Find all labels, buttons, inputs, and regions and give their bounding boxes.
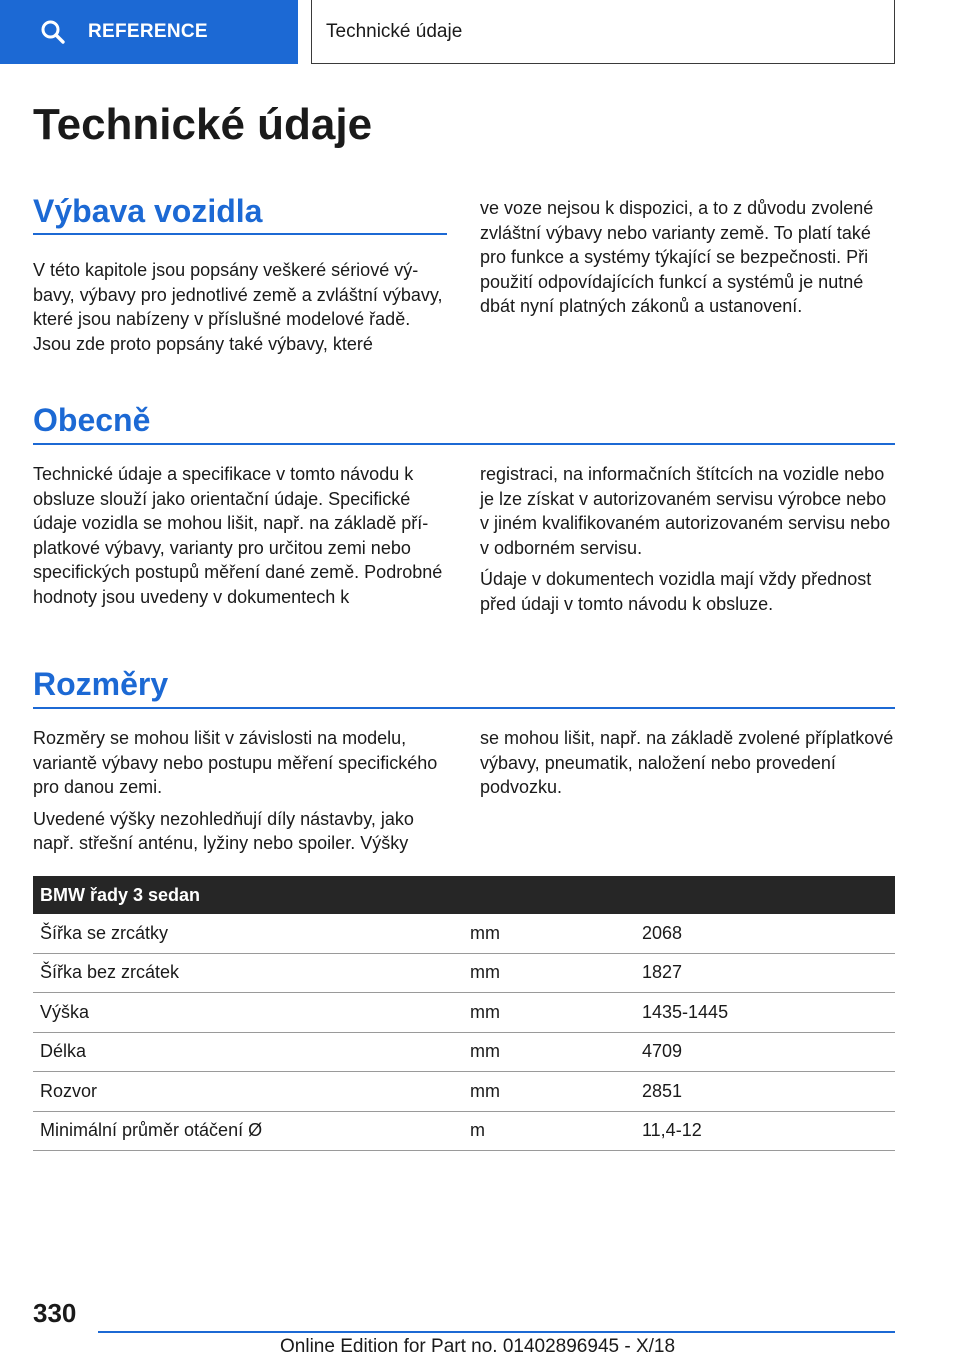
table-row bbox=[33, 993, 895, 1033]
edition-text: Online Edition for Part no. 01402896945 - X/18 bbox=[280, 1336, 676, 1357]
page-number: 330 bbox=[33, 1298, 77, 1328]
table-row bbox=[33, 954, 895, 994]
obecne-right-column bbox=[480, 462, 895, 623]
section-rule-vybava bbox=[33, 233, 447, 235]
reference-tab[interactable] bbox=[0, 0, 298, 64]
table-row bbox=[33, 1033, 895, 1073]
paragraph: se mohou lišit, např. na základě zvolené příplatkové výbavy, pneumatik, naložení nebo provedení podvozku. bbox=[480, 728, 894, 797]
section-rule-rozmery bbox=[33, 707, 895, 709]
row-value: 1435-1445 bbox=[642, 1001, 729, 1022]
row-unit: mm bbox=[470, 1001, 500, 1022]
row-unit: mm bbox=[470, 1041, 500, 1062]
row-unit: mm bbox=[470, 922, 500, 943]
row-value: 11,4-12 bbox=[642, 1120, 702, 1141]
obecne-left-column bbox=[33, 462, 447, 616]
table-row bbox=[33, 1112, 895, 1152]
row-name: Rozvor bbox=[40, 1080, 98, 1101]
page-title: Technické údaje bbox=[33, 100, 373, 149]
paragraph: ve voze nejsou k dispozici, a to z důvodu zvolené zvláštní výbavy nebo varianty země. To platí také pro funkce a systémy týkající se bezpečnosti. Při použití odpovídajících funkcí a systémů je nutné dbát nyní platných zákonů a ustanovení. bbox=[480, 198, 874, 316]
row-name: Výška bbox=[40, 1001, 90, 1022]
footer-rule bbox=[98, 1331, 895, 1333]
row-unit: mm bbox=[470, 1080, 500, 1101]
section-title-vybava: Výbava vozidla bbox=[33, 193, 263, 229]
vybava-left-column bbox=[33, 258, 447, 363]
row-name: Minimální průměr otáčení Ø bbox=[40, 1120, 263, 1141]
row-value: 2068 bbox=[642, 922, 683, 943]
paragraph: registraci, na informačních štítcích na vozidle nebo je lze získat v autorizovaném servisu výrobce nebo v jiném kvalifikovaném autorizovaném servisu nebo v odborném servisu. bbox=[480, 464, 891, 558]
row-unit: m bbox=[470, 1120, 485, 1141]
section-title-obecne: Obecně bbox=[33, 402, 151, 438]
row-name: Délka bbox=[40, 1041, 87, 1062]
table-row bbox=[33, 914, 895, 954]
table-row bbox=[33, 1072, 895, 1112]
row-value: 1827 bbox=[642, 962, 683, 983]
chapter-title: Technické údaje bbox=[311, 0, 895, 64]
vybava-right-column bbox=[480, 196, 895, 326]
paragraph: Technické údaje a specifikace v tomto návodu k obsluze slouží jako orientační údaje. Specifické údaje vozidla se mohou lišit, např. na základě příplatkové výbavy, varianty pro určitou zemi nebo specifických postupů měření dané země. Podrobné hodnoty jsou uvedeny v dokumentech k bbox=[33, 464, 443, 607]
paragraph: Rozměry se mohou lišit v závislosti na modelu, variantě výbavy nebo postupu měření specifického pro danou zemi. bbox=[33, 728, 438, 797]
paragraph: V této kapitole jsou popsány veškeré sériové výbavy, výbavy pro jednotlivé země a zvláštní výbavy, které jsou nabízeny v příslušné modelové řadě. Jsou zde proto popsány také výbavy, které bbox=[33, 260, 443, 354]
paragraph: Uvedené výšky nezohledňují díly nástavby, jako např. střešní anténu, lyžiny nebo spoiler. Výšky bbox=[33, 808, 414, 853]
table-header: BMW řady 3 sedan bbox=[33, 876, 895, 914]
section-title-rozmery: Rozměry bbox=[33, 666, 169, 702]
row-name: Šířka se zrcátky bbox=[40, 922, 169, 943]
search-icon bbox=[40, 19, 66, 45]
section-rule-obecne bbox=[33, 443, 895, 445]
row-value: 4709 bbox=[642, 1041, 683, 1062]
row-unit: mm bbox=[470, 962, 500, 983]
paragraph: Údaje v dokumentech vozidla mají vždy přednost před údaji v tomto návodu k obsluze. bbox=[480, 569, 872, 614]
rozmery-left-column bbox=[33, 726, 447, 863]
row-name: Šířka bez zrcátek bbox=[40, 962, 180, 983]
dimensions-table bbox=[33, 876, 895, 1151]
row-value: 2851 bbox=[642, 1080, 683, 1101]
reference-tab-label: REFERENCE bbox=[88, 21, 208, 42]
rozmery-right-column bbox=[480, 726, 895, 807]
